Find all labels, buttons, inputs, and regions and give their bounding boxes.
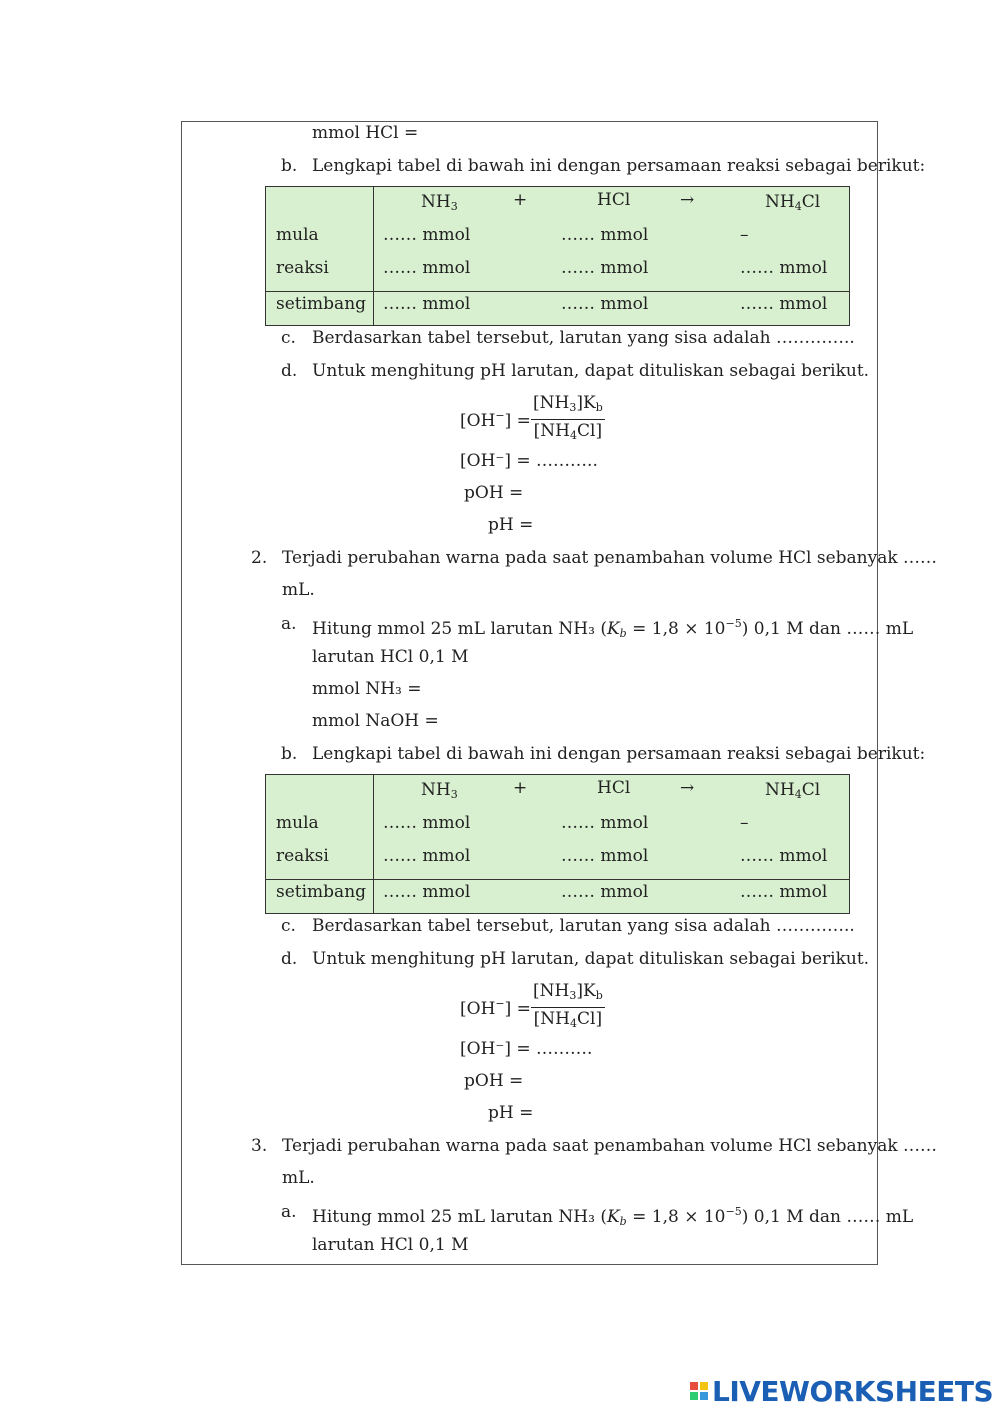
oh-value-blank[interactable]: [OH⁻] = ……….. bbox=[460, 451, 598, 471]
header-arrow: → bbox=[680, 778, 695, 798]
row-label-reaksi: reaksi bbox=[276, 258, 329, 278]
item-2c-text: Berdasarkan tabel tersebut, larutan yang sisa adalah ………….. bbox=[312, 916, 855, 936]
question-3-text: Terjadi perubahan warna pada saat penambahan volume HCl sebanyak …… bbox=[282, 1136, 938, 1156]
header-nh4cl: $NH_4Cl$ bbox=[765, 780, 821, 801]
reaksi-nh4cl-blank[interactable]: …… mmol bbox=[740, 846, 828, 866]
setimbang-nh3-blank[interactable]: …… mmol bbox=[383, 294, 471, 314]
header-hcl: HCl bbox=[597, 778, 631, 798]
ph-label: pH = bbox=[488, 1103, 534, 1123]
reaksi-nh3-blank[interactable]: …… mmol bbox=[383, 258, 471, 278]
oh-formula-fraction: $[NH_3]K_b$ $[NH_4Cl]$ bbox=[533, 393, 603, 442]
row-label-mula: mula bbox=[276, 813, 319, 833]
question-2-text: Terjadi perubahan warna pada saat penambahan volume HCl sebanyak …… bbox=[282, 548, 938, 568]
setimbang-hcl-blank[interactable]: …… mmol bbox=[561, 294, 649, 314]
poh-label: pOH = bbox=[464, 483, 524, 503]
item-2b-text: Lengkapi tabel di bawah ini dengan persamaan reaksi sebagai berikut: bbox=[312, 744, 926, 764]
oh-value-blank[interactable]: [OH⁻] = ………. bbox=[460, 1039, 593, 1059]
item-3a-marker: a. bbox=[281, 1202, 297, 1222]
header-nh3: $NH_3$ bbox=[421, 192, 458, 213]
mmol-hcl-label: mmol HCl = bbox=[312, 123, 419, 143]
oh-formula-fraction: $[NH_3]K_b$ $[NH_4Cl]$ bbox=[533, 981, 603, 1030]
reaction-table-2 bbox=[265, 774, 850, 914]
mula-hcl-blank[interactable]: …… mmol bbox=[561, 225, 649, 245]
item-c-text: Berdasarkan tabel tersebut, larutan yang sisa adalah ………….. bbox=[312, 328, 855, 348]
mula-nh3-blank[interactable]: …… mmol bbox=[383, 225, 471, 245]
mmol-naoh-label: mmol NaOH = bbox=[312, 711, 439, 731]
item-2a-text: Hitung mmol 25 mL larutan NH₃ $(K_b = 1,8 \times 10^{-5})$ 0,1 M dan …… mL bbox=[312, 617, 914, 640]
item-2a-marker: a. bbox=[281, 614, 297, 634]
setimbang-nh4cl-blank[interactable]: …… mmol bbox=[740, 294, 828, 314]
header-plus: + bbox=[513, 190, 528, 210]
row-label-setimbang: setimbang bbox=[276, 882, 367, 902]
question-3-text-cont: mL. bbox=[282, 1168, 315, 1188]
item-2b-marker: b. bbox=[281, 744, 298, 764]
mula-nh3-blank[interactable]: …… mmol bbox=[383, 813, 471, 833]
reaksi-hcl-blank[interactable]: …… mmol bbox=[561, 258, 649, 278]
header-arrow: → bbox=[680, 190, 695, 210]
row-label-reaksi: reaksi bbox=[276, 846, 329, 866]
item-3a-text: Hitung mmol 25 mL larutan NH₃ $(K_b = 1,8 \times 10^{-5})$ 0,1 M dan …… mL bbox=[312, 1205, 914, 1228]
question-2-text-cont: mL. bbox=[282, 580, 315, 600]
mula-nh4cl-dash: – bbox=[740, 813, 749, 833]
header-nh3: $NH_3$ bbox=[421, 780, 458, 801]
poh-label: pOH = bbox=[464, 1071, 524, 1091]
row-label-setimbang: setimbang bbox=[276, 294, 367, 314]
item-c-marker: c. bbox=[281, 328, 296, 348]
reaksi-nh4cl-blank[interactable]: …… mmol bbox=[740, 258, 828, 278]
reaction-table-1 bbox=[265, 186, 850, 326]
oh-formula-lhs: [OH−] = bbox=[460, 409, 531, 431]
question-3-marker: 3. bbox=[251, 1136, 268, 1156]
item-2c-marker: c. bbox=[281, 916, 296, 936]
setimbang-hcl-blank[interactable]: …… mmol bbox=[561, 882, 649, 902]
setimbang-nh4cl-blank[interactable]: …… mmol bbox=[740, 882, 828, 902]
item-b-marker: b. bbox=[281, 156, 298, 176]
liveworksheets-logo bbox=[690, 1374, 993, 1408]
setimbang-nh3-blank[interactable]: …… mmol bbox=[383, 882, 471, 902]
item-d-text: Untuk menghitung pH larutan, dapat dituliskan sebagai berikut. bbox=[312, 361, 870, 381]
header-plus: + bbox=[513, 778, 528, 798]
header-hcl: HCl bbox=[597, 190, 631, 210]
reaksi-hcl-blank[interactable]: …… mmol bbox=[561, 846, 649, 866]
item-d-marker: d. bbox=[281, 361, 298, 381]
mula-nh4cl-dash: – bbox=[740, 225, 749, 245]
question-2-marker: 2. bbox=[251, 548, 268, 568]
liveworksheets-mark-icon bbox=[690, 1382, 708, 1400]
ph-label: pH = bbox=[488, 515, 534, 535]
oh-formula-lhs: [OH−] = bbox=[460, 997, 531, 1019]
item-b-text: Lengkapi tabel di bawah ini dengan persamaan reaksi sebagai berikut: bbox=[312, 156, 926, 176]
item-2d-text: Untuk menghitung pH larutan, dapat dituliskan sebagai berikut. bbox=[312, 949, 870, 969]
mmol-nh3-label: mmol NH₃ = bbox=[312, 679, 422, 699]
mula-hcl-blank[interactable]: …… mmol bbox=[561, 813, 649, 833]
reaksi-nh3-blank[interactable]: …… mmol bbox=[383, 846, 471, 866]
item-2a-text-cont: larutan HCl 0,1 M bbox=[312, 647, 469, 667]
liveworksheets-logo-text: LIVEWORKSHEETS bbox=[712, 1374, 994, 1408]
item-3a-text-cont: larutan HCl 0,1 M bbox=[312, 1235, 469, 1255]
header-nh4cl: $NH_4Cl$ bbox=[765, 192, 821, 213]
item-2d-marker: d. bbox=[281, 949, 298, 969]
row-label-mula: mula bbox=[276, 225, 319, 245]
